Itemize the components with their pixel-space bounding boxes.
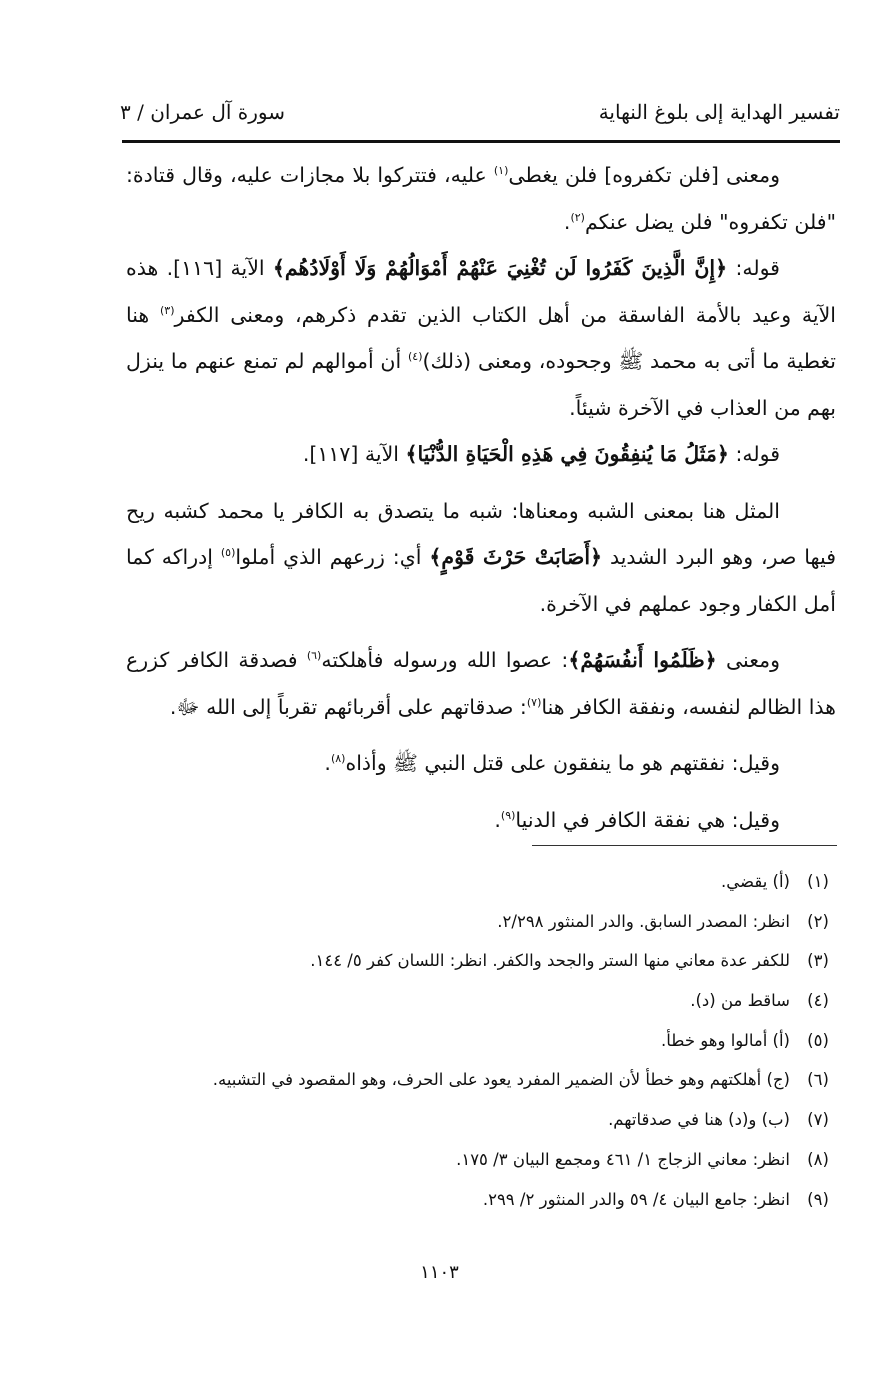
paragraph-1 <box>126 152 836 245</box>
footnote-item <box>160 862 840 902</box>
running-header <box>120 96 840 136</box>
paragraph-4 <box>126 488 836 628</box>
text-run: . <box>324 751 331 775</box>
footnote-ref-2[interactable]: (٢) <box>570 210 585 224</box>
footnote-number: (٦) <box>807 1070 829 1090</box>
text-run: الآية [١١٦]. هذه الآية وعيد بالأمة الفاسقة من أهل الكتاب الذين تقدم ذكرهم، ومعنى الكفر <box>126 256 836 327</box>
footnote-text: للكفر عدة معاني منها الستر والجحد والكفر. انظر: اللسان كفر ٥/ ١٤٤. <box>310 951 790 971</box>
footnote-item <box>160 1060 840 1100</box>
footnote-ref-3[interactable]: (٣) <box>160 303 175 317</box>
footnote-item <box>160 1100 840 1140</box>
footnote-text: انظر: جامع البيان ٤/ ٥٩ والدر المنثور ٢/ ٢٩٩. <box>482 1189 790 1209</box>
text-run: وقيل: نفقتهم هو ما ينفقون على قتل النبي ﷺ وأذاه <box>345 751 780 775</box>
footnote-number: (٥) <box>807 1030 829 1050</box>
page-number: ١١٠٣ <box>420 1262 459 1283</box>
footnote-number: (٧) <box>807 1110 829 1130</box>
footnote-text: ساقط من (د). <box>690 991 790 1011</box>
text-run: أي: زرعهم الذي أملوا <box>235 545 430 569</box>
footnote-number: (٩) <box>807 1189 829 1209</box>
footnote-item <box>160 902 840 942</box>
text-run: الآية [١١٧]. <box>302 442 406 466</box>
text-run: قوله: <box>728 442 780 466</box>
footnote-text: (ب) و(د) هنا في صدقاتهم. <box>608 1110 790 1130</box>
footnote-text: (أ) يقضي. <box>721 872 790 891</box>
quran-verse: ﴿مَثَلُ مَا يُنفِقُونَ فِي هَذِهِ الْحَيَاةِ الدُّنْيَا﴾ <box>405 442 729 466</box>
text-run: قوله: <box>727 256 780 280</box>
text-run: عليه، فتتركوا بلا مجازات عليه، وقال قتادة: "فلن تكفروه" فلن يضل عنكم <box>126 163 836 234</box>
footnote-item <box>160 981 840 1021</box>
footnote-item <box>160 1180 840 1220</box>
text-run: إدراكه كما أمل الكفار وجود عملهم في الآخرة. <box>126 545 836 616</box>
footnote-ref-5[interactable]: (٥) <box>220 546 236 560</box>
main-text <box>126 152 836 843</box>
text-run: المثل هنا بمعنى الشبه ومعناها: شبه ما يتصدق به الكافر يا محمد كشبه ريح فيها صر، وهو البرد الشديد <box>126 498 836 569</box>
text-run: : صدقاتهم على أقربائهم تقرباً إلى الله ﷻ. <box>169 694 527 719</box>
text-run: . <box>494 807 501 832</box>
footnote-item <box>160 1140 840 1180</box>
footnote-number: (٨) <box>807 1149 829 1169</box>
text-run: وقيل: هي نفقة الكافر في الدنيا <box>515 807 780 832</box>
text-run: أن أموالهم لم تمنع عنهم ما ينزل بهم من العذاب في الآخرة شيئاً. <box>126 349 836 420</box>
footnote-text: (أ) أمالوا وهو خطأ. <box>661 1030 790 1050</box>
footnote-number: (٢) <box>807 911 829 931</box>
quran-verse: ﴿إِنَّ الَّذِينَ كَفَرُوا لَن تُغْنِيَ عَنْهُمْ أَمْوَالُهُمْ وَلَا أَوْلَادُهُم﴾ <box>272 256 728 280</box>
footnote-text: انظر: معاني الزجاج ١/ ٤٦١ ومجمع البيان ٣/ ١٧٥. <box>456 1149 790 1169</box>
footnote-ref-1[interactable]: (١) <box>493 164 509 178</box>
book-title: تفسير الهداية إلى بلوغ النهاية <box>598 100 840 124</box>
text-run: ومعنى [فلن تكفروه] فلن يغطى <box>508 163 780 187</box>
paragraph-2 <box>126 245 836 431</box>
footnote-ref-8[interactable]: (٨) <box>330 752 346 766</box>
footnote-ref-9[interactable]: (٩) <box>500 808 516 822</box>
quran-verse: ﴿أَصَابَتْ حَرْثَ قَوْمٍ﴾ <box>429 545 603 569</box>
footnote-item <box>160 941 840 981</box>
footnote-number: (٤) <box>807 991 829 1011</box>
footnote-item <box>160 1021 840 1061</box>
footnote-text: انظر: المصدر السابق. والدر المنثور ٢/٢٩٨. <box>497 911 790 931</box>
text-run: ومعنى <box>716 648 781 672</box>
text-run: . <box>563 209 571 234</box>
footnote-ref-4[interactable]: (٤) <box>407 350 423 364</box>
paragraph-3 <box>126 431 836 478</box>
paragraph-5 <box>126 637 836 730</box>
footnote-text: (ج) أهلكتهم وهو خطأ لأن الضمير المفرد يعود على الحرف، وهو المقصود في التشبيه. <box>212 1070 790 1090</box>
surah-label: سورة آل عمران / ٣ <box>120 100 286 124</box>
text-run: : عصوا الله ورسوله فأهلكته <box>321 648 569 672</box>
footnote-ref-6[interactable]: (٦) <box>306 649 322 663</box>
text-run: فصدقة الكافر كزرع هذا الظالم لنفسه، ونفقة الكافر هنا <box>126 648 836 719</box>
footnote-number: (١) <box>807 872 829 891</box>
footnotes <box>160 862 840 1219</box>
quran-verse: ﴿ظَلَمُوا أَنفُسَهُمْ﴾ <box>568 648 717 672</box>
footnote-ref-7[interactable]: (٧) <box>526 695 542 709</box>
header-rule <box>122 140 840 143</box>
footnote-number: (٣) <box>807 951 829 971</box>
paragraph-7 <box>126 797 836 844</box>
footnote-separator <box>532 845 837 846</box>
text-run: هنا تغطية ما أتى به محمد ﷺ وجحوده، ومعنى (ذلك) <box>126 302 836 373</box>
paragraph-6 <box>126 740 836 787</box>
